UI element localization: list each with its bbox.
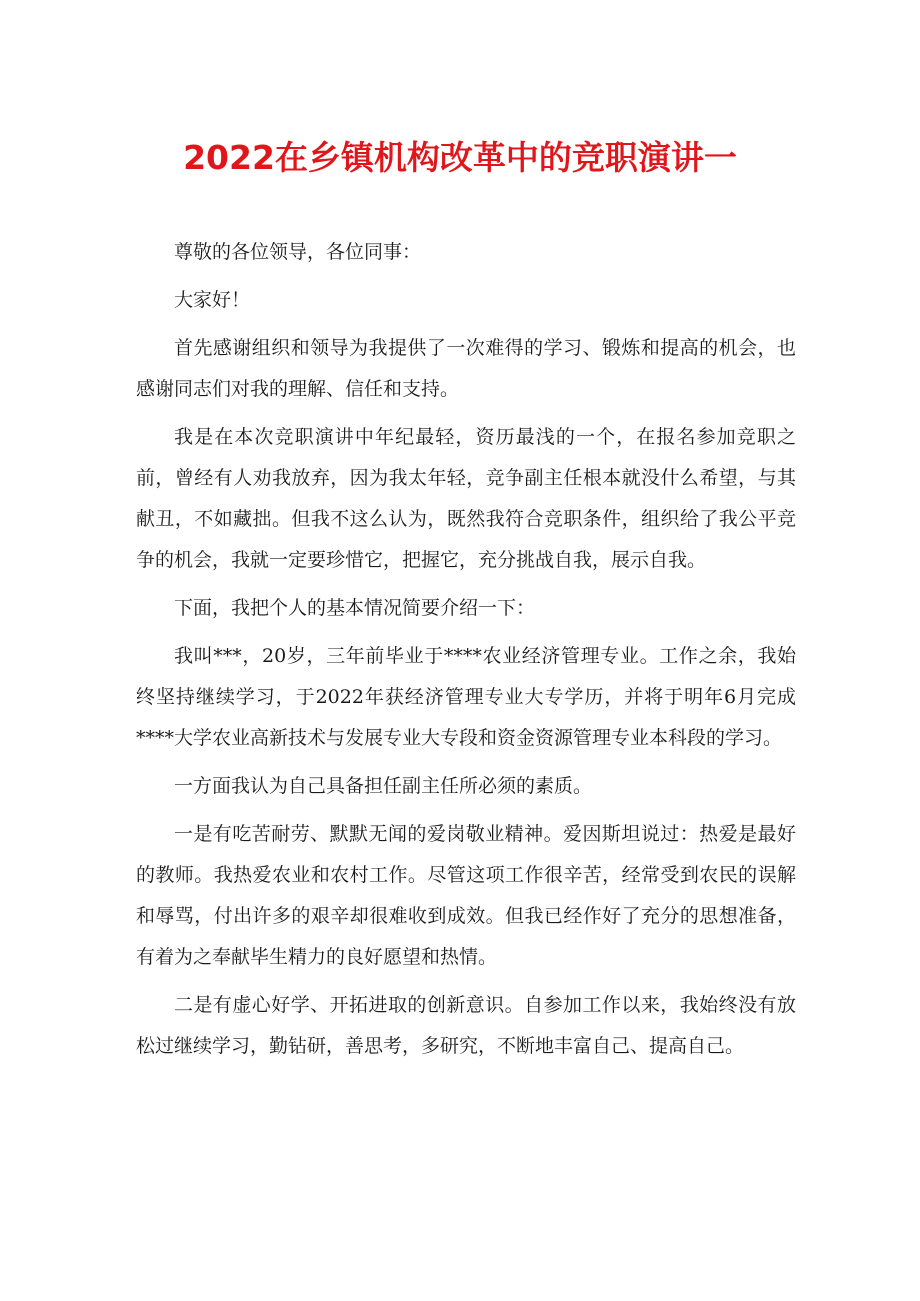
document-title: 2022在乡镇机构改革中的竞职演讲一 xyxy=(183,138,737,177)
paragraph-quality-one: 一是有吃苦耐劳、默默无闻的爱岗敬业精神。爱因斯坦说过：热爱是最好的教师。我热爱农业和农村工作。尽管这项工作很辛苦，经常受到农民的误解和辱骂，付出许多的艰辛却很难收到成效。但我已经作好了充分的思想准备，有着为之奉献毕生精力的良好愿望和热情。 xyxy=(136,823,796,968)
paragraph-quality-two: 二是有虚心好学、开拓进取的创新意识。自参加工作以来，我始终没有放松过继续学习，勤钻研，善思考，多研究，不断地丰富自己、提高自己。 xyxy=(136,994,796,1057)
paragraph-background: 我叫***，20岁，三年前毕业于****农业经济管理专业。工作之余，我始终坚持继续学习，于2022年获经济管理专业大专学历，并将于明年6月完成****大学农业高新技术与发展专业大专段和资金资源管理专业本科段的学习。 xyxy=(136,645,796,749)
paragraph-qualities-intro: 一方面我认为自己具备担任副主任所必须的素质。 xyxy=(174,775,593,797)
paragraph-introduction: 我是在本次竞职演讲中年纪最轻，资历最浅的一个，在报名参加竞职之前，曾经有人劝我放弃，因为我太年轻，竞争副主任根本就没什么希望，与其献丑，不如藏拙。但我不这么认为，既然我符合竞职条件，组织给了我公平竞争的机会，我就一定要珍惜它，把握它，充分挑战自我，展示自我。 xyxy=(136,426,796,571)
paragraph-transition: 下面，我把个人的基本情况简要介绍一下： xyxy=(174,597,536,619)
paragraph-greeting: 大家好！ xyxy=(174,289,251,311)
document-body xyxy=(136,232,796,1074)
paragraph-thanks: 首先感谢组织和领导为我提供了一次难得的学习、锻炼和提高的机会，也感谢同志们对我的理解、信任和支持。 xyxy=(136,337,796,400)
paragraph-salutation: 尊敬的各位领导，各位同事： xyxy=(174,241,422,263)
